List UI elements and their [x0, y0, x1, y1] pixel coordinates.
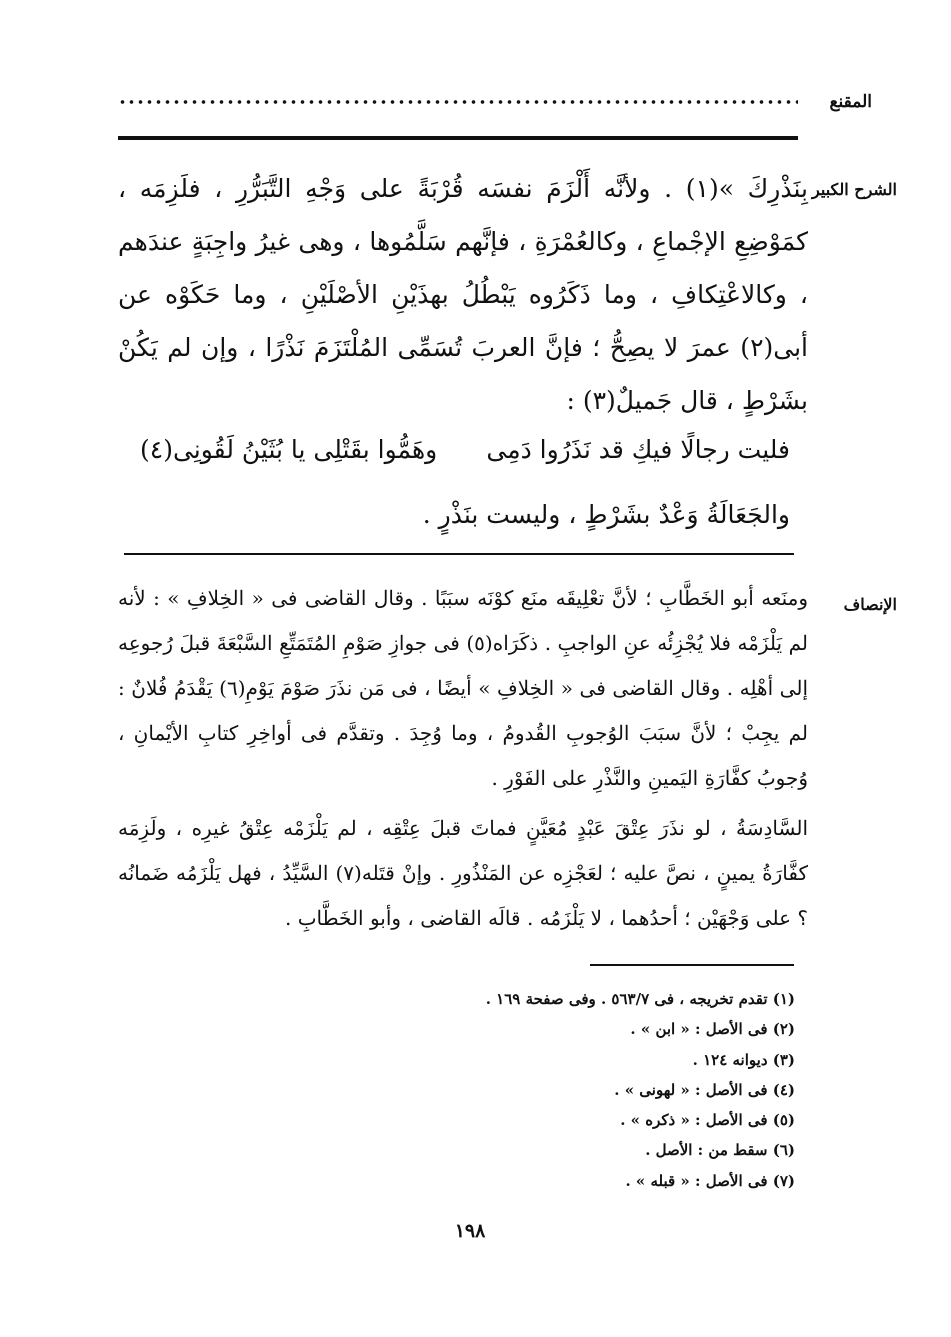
sharh-paragraph: بِنَذْرِكَ »(١) . ولأنَّه أَلْزَمَ نفسَه قُرْبَةً على وَجْهِ التَّبَرُّرِ ، فلَزِمَه ، كمَوْضِعِ الإجْماعِ ، وكالعُمْرَةِ ، فإنَّهم سَلَّمُوها ، وهى غيرُ واجِبَةٍ عندَهم ، وكالاعْتِكافِ ، وما ذَكَرُوه يَبْطُلُ بهذَيْنِ الأصْلَيْنِ ، وما حَكَوْه عن أبى(٢) عمرَ لا يصِحُّ ؛ فإنَّ العربَ تُسَمِّى المُلْتَزَمَ نَذْرًا ، وإن لم يَكُنْ بشَرْطٍ ، قال جَميلٌ(٣) : — [118, 174, 808, 415]
footnote-item: (٢) فى الأصل : « ابن » . — [630, 1020, 795, 1039]
footnote-item: (٦) سقط من : الأصل . — [645, 1141, 795, 1160]
sharh-closing-block — [300, 488, 790, 541]
verse-first-hemistich: فليت رجالًا فيكِ قد نَذَرُوا دَمِى — [486, 435, 790, 464]
sharh-text-block — [118, 162, 808, 427]
sharh-side-label: الشرح الكبير — [812, 180, 897, 199]
footnote-item: (٧) فى الأصل : « قبله » . — [625, 1171, 795, 1190]
sharh-closing-line: والجَعَالَةُ وَعْدٌ بشَرْطٍ ، وليست بنَذْرٍ . — [422, 500, 790, 529]
header-dotted-leader — [118, 98, 798, 106]
footnote-item: (٥) فى الأصل : « ذكره » . — [620, 1111, 795, 1130]
footnotes-list — [300, 984, 795, 1196]
footnote-rule — [590, 964, 794, 966]
insaf-text-block — [118, 576, 808, 941]
insaf-paragraph-second: السَّادِسَةُ ، لو نذَرَ عِتْقَ عَبْدٍ مُعَيَّنٍ فماتَ قبلَ عِتْقِه ، لم يَلْزَمْه عِتْقُ غيرِه ، ولَزِمَه كفَّارَةُ يمينٍ ، نصَّ عليه ؛ لعَجْزِه عن المَنْذُورِ . وإنْ قتَله(٧) السَّيِّدُ ، فهل يَلْزَمُه ضَمانُه ؟ على وَجْهَيْن ؛ أحدُهما ، لا يَلْزَمُه . قالَه القاضى ، وأبو الخَطَّابِ . — [118, 816, 808, 930]
header-rule — [118, 136, 798, 140]
poetry-verse — [130, 435, 790, 485]
section-divider — [124, 553, 794, 555]
running-header-title: المقنع — [829, 92, 872, 112]
insaf-side-label: الإنصاف — [843, 595, 897, 614]
insaf-paragraph: ومنَعه أبو الخَطَّابِ ؛ لأنَّ تعْلِيقَه منَع كوْنَه سبَبًا . وقال القاضى فى « الخِلافِ » : لأنه لم يَلْزَمْه فلا يُجْزِئُه عنِ الواجبِ . ذكَرَاه(٥) فى جوازِ صَوْمِ المُتَمَتِّعِ السَّبْعَةَ قبلَ رُجوعِه إلى أهْلِه . وقال القاضى فى « الخِلافِ » أيضًا ، فى مَن نذَرَ صَوْمَ يَوْمِ(٦) يَقْدَمُ فُلانٌ : لم يجِبْ ؛ لأنَّ سبَبَ الوُجوبِ القُدومُ ، وما وُجِدَ . وتقدَّم فى أواخِرِ كتابِ الأيْمانِ ، وُجوبُ كفَّارَةِ اليَمينِ والنَّذْرِ على الفَوْرِ . — [118, 586, 808, 790]
footnote-item: (١) تقدم تخريجه ، فى ٥٦٣/٧ . وفى صفحة ١٦٩ . — [485, 990, 795, 1008]
verse-second-hemistich: وهَمُّوا بقَتْلِى يا بُثَيْنُ لَقُونِى(٤) — [140, 435, 438, 464]
footnote-item: (٣) ديوانه ١٢٤ . — [692, 1050, 795, 1069]
footnote-item: (٤) فى الأصل : « لهونى » . — [614, 1080, 795, 1099]
page-number: ١٩٨ — [454, 1220, 486, 1242]
